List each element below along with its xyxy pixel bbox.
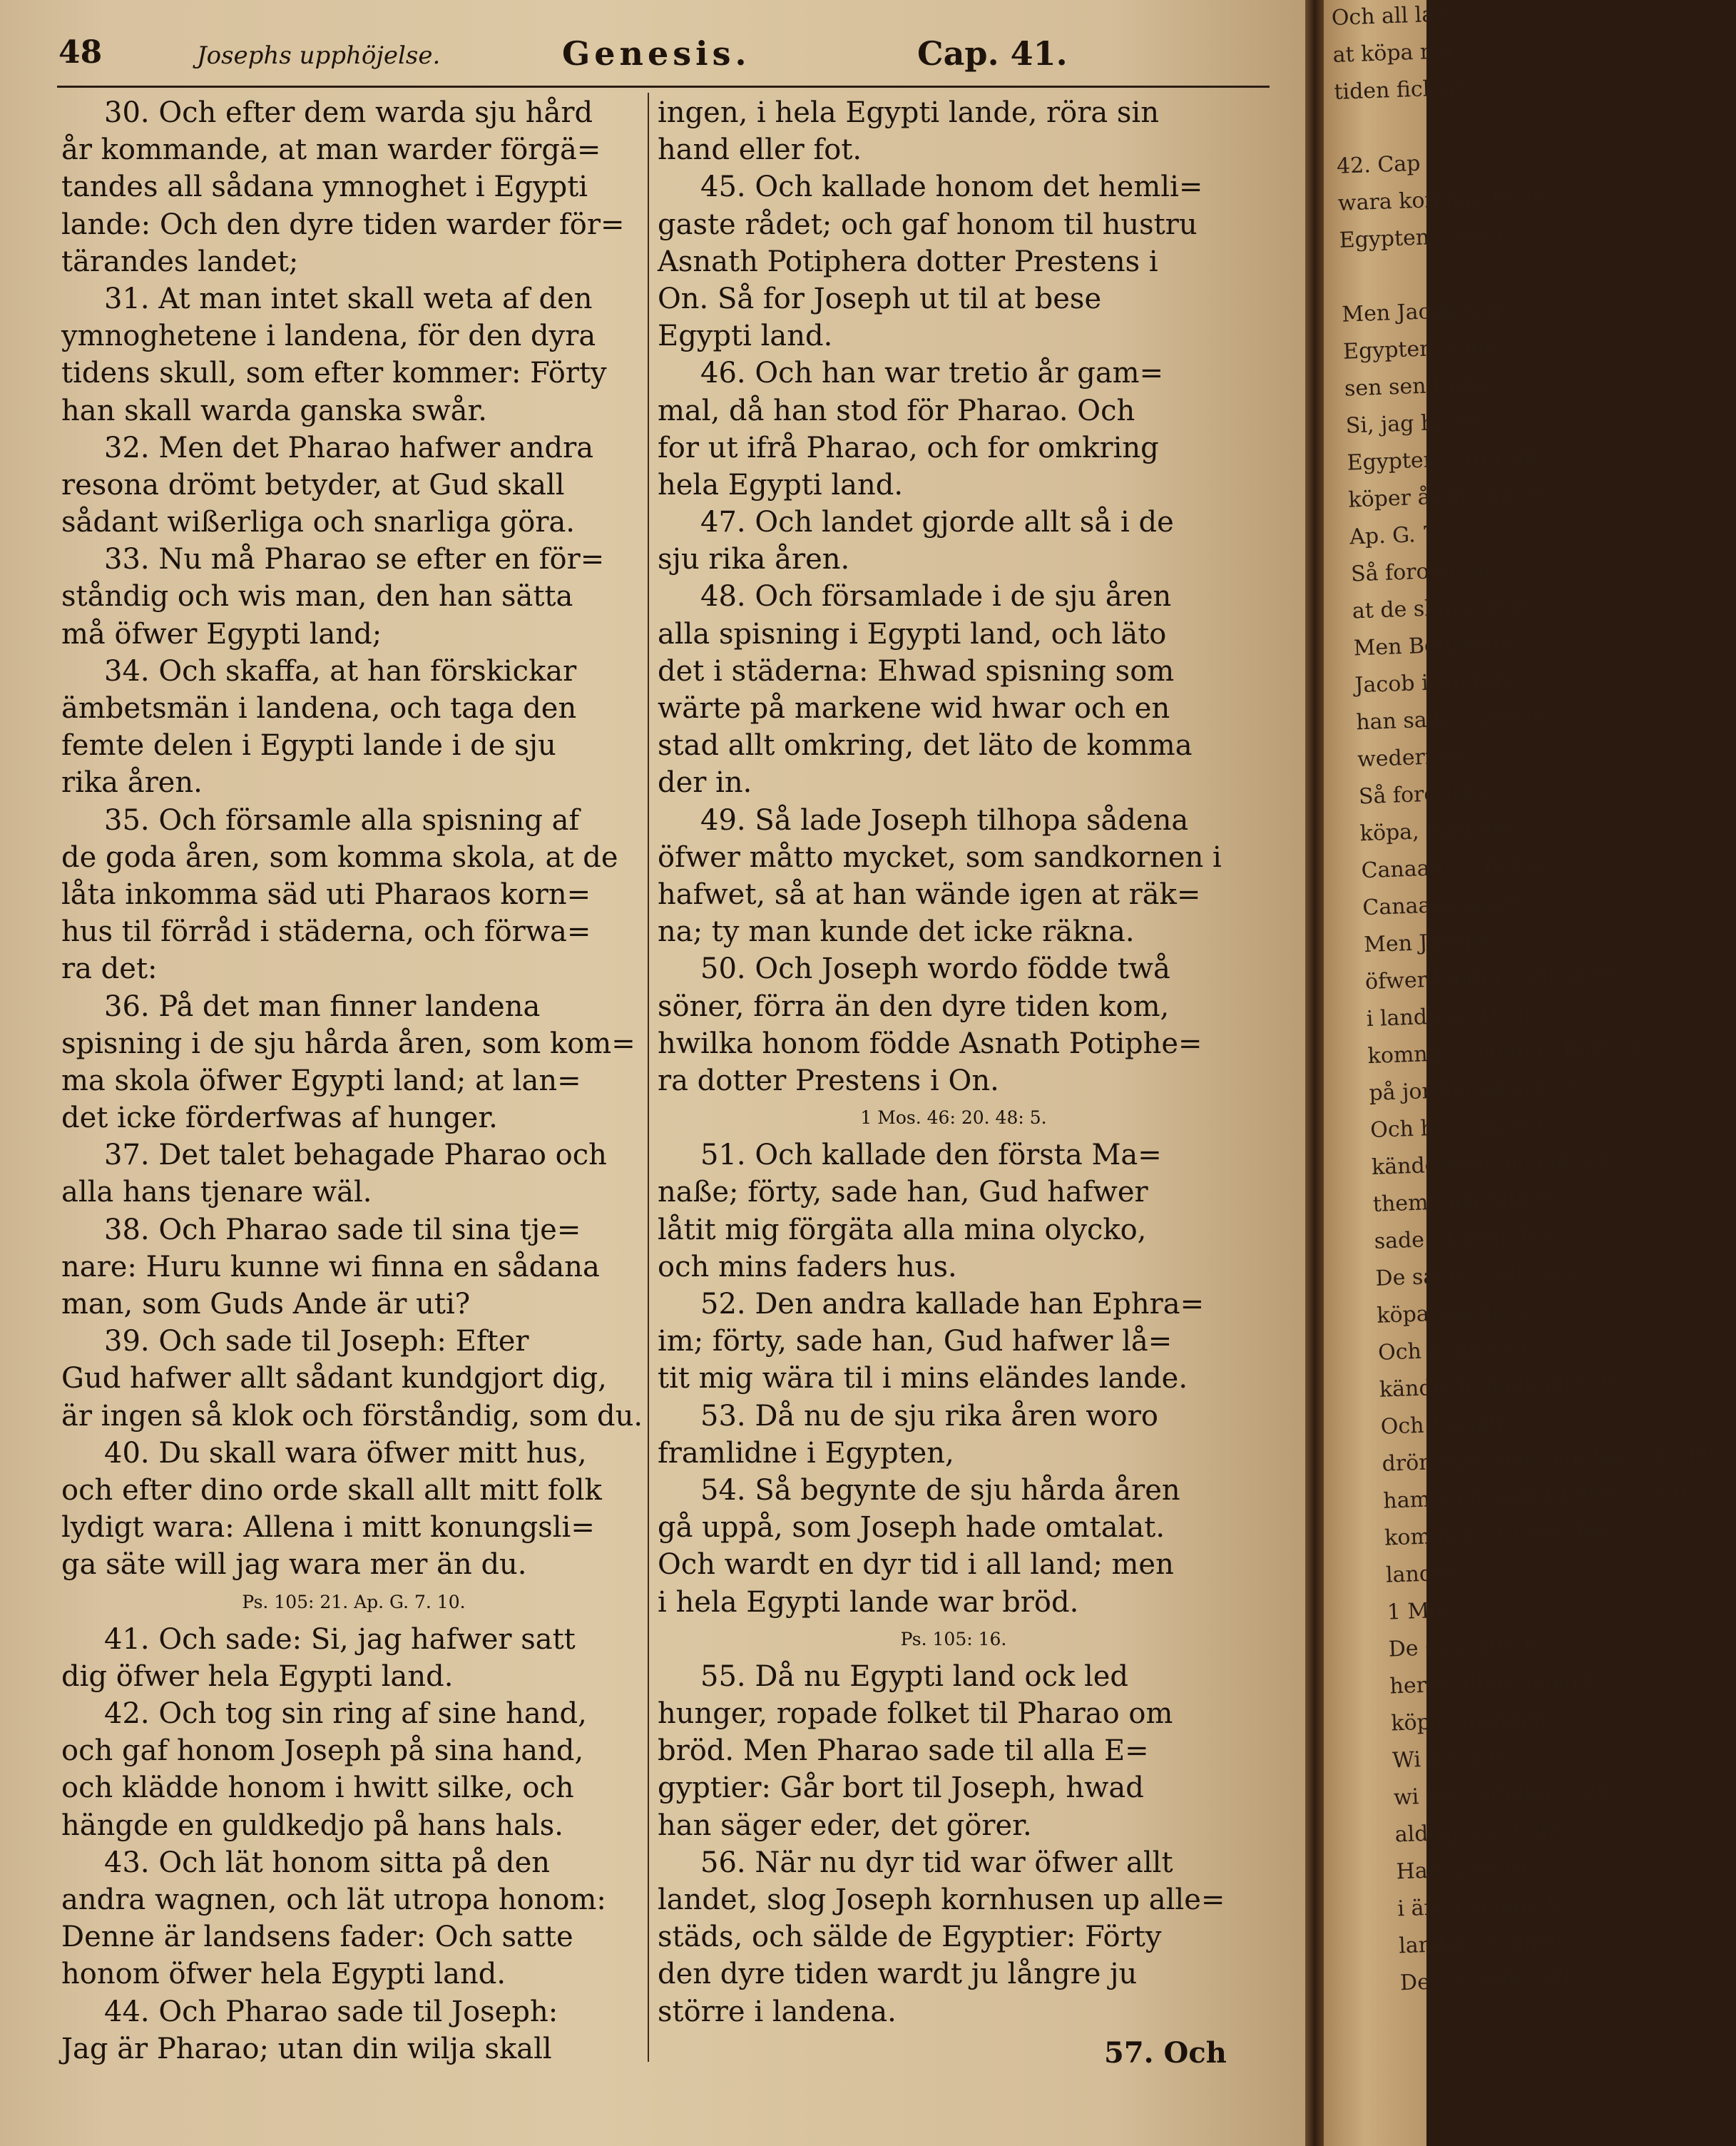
text-line: mal, då han stod för Pharao. Och	[658, 394, 1135, 427]
text-line: låtit mig förgäta alla mina olycko,	[658, 1213, 1147, 1246]
fragment-line: Canaans lande.	[1362, 890, 1530, 921]
text-line: for ut ifrå Pharao, och for omkring	[658, 431, 1159, 464]
fragment-line: Men BenJamin	[1353, 630, 1513, 661]
text-line: det i städerna: Ehwad spisning som	[658, 654, 1175, 688]
fragment-line: Wi äre alle	[1392, 1744, 1510, 1774]
text-line: städs, och sälde de Egyptier: Förty	[658, 1921, 1162, 1954]
header-rule	[57, 86, 1270, 88]
text-line: 47. Och landet gjorde allt så i de	[700, 506, 1174, 539]
text-line: 53. Då nu de sju rika åren woro	[700, 1399, 1158, 1433]
fragment-line: Och Joseph	[1380, 1410, 1504, 1440]
text-line: 43. Och lät honom sitta på den	[104, 1846, 550, 1879]
text-line: spisning i de sju hårda åren, som kom=	[61, 1027, 635, 1060]
text-line: tärandes landet;	[61, 245, 299, 278]
right-text-column	[658, 94, 1235, 2030]
fragment-line: wara komma, beför	[1337, 183, 1550, 216]
text-line: och klädde honom i hwitt silke, och	[61, 1771, 574, 1805]
fragment-line: Och han såg sin	[1369, 1112, 1544, 1144]
fragment-line: komna til honom, föllo de	[1367, 1034, 1645, 1069]
text-line: hunger, ropade folket til Pharao om	[658, 1697, 1173, 1731]
text-line: lydigt wara: Allena i mitt konungsli=	[61, 1511, 595, 1545]
fragment-line: Si, jag hörer,	[1345, 408, 1486, 439]
text-line: ra dotter Prestens i On.	[658, 1064, 999, 1097]
text-line: man, som Guds Ande är uti?	[61, 1288, 471, 1321]
text-line: 44. Och Pharao sade til Joseph:	[104, 1995, 558, 2028]
text-line: må öfwer Egypti land;	[61, 617, 382, 651]
text-line: resona drömt betyder, at Gud skall	[61, 468, 565, 502]
next-page-edge	[1324, 0, 1717, 2146]
fragment-line: på jorden på sitt an	[1368, 1073, 1581, 1107]
fragment-line: them, och talade	[1372, 1186, 1556, 1217]
text-line: 31. At man intet skall weta af den	[104, 282, 593, 315]
text-line: de goda åren, som komma skola, at de	[61, 840, 618, 874]
text-line: han säger eder, det görer.	[658, 1809, 1032, 1842]
text-line: 39. Och sade til Joseph: Efter	[104, 1325, 529, 1358]
fragment-line: sen sen I icke	[1344, 371, 1494, 402]
fragment-line: De sade: Utaf Can	[1374, 1259, 1574, 1291]
text-line: år kommande, at man warder förgä=	[61, 133, 601, 167]
next-page-text-fragments	[1331, 0, 1736, 2002]
fragment-line: i ären komne til	[1397, 1890, 1570, 1922]
text-line: 40. Du skall wara öfwer mitt hus,	[104, 1436, 587, 1470]
fragment-line: köpa spisning.	[1390, 1705, 1548, 1736]
fragment-line: De swarade h	[1388, 1632, 1538, 1662]
text-line: Ps. 105: 21. Ap. G. 7. 10.	[242, 1591, 466, 1612]
text-line: 52. Den andra kallade han Ephra=	[700, 1288, 1205, 1321]
fragment-line: Canaan; ty det w	[1361, 852, 1546, 884]
text-line: ma skola öfwer Egypti land; at lan=	[61, 1064, 581, 1097]
catchword: 57. Och	[1104, 2036, 1227, 2070]
fragment-line: Så foro Israe	[1358, 779, 1499, 810]
text-line: och mins faders hus.	[658, 1250, 957, 1283]
text-line: han skall warda ganska swår.	[61, 394, 487, 427]
fragment-line: Så foro då tic	[1350, 556, 1497, 587]
fragment-line: i landena. Då nu	[1366, 1000, 1545, 1032]
fragment-line: köper åt mi må lef	[1347, 480, 1548, 513]
fragment-line: aldrig warit spe	[1394, 1816, 1568, 1848]
text-line: 32. Men det Pharao hafwer andra	[104, 431, 594, 464]
fragment-line: Men Jacob såg	[1341, 296, 1502, 327]
text-line: 30. Och efter dem warda sju hård	[104, 96, 593, 129]
book-title: Genesis.	[562, 34, 751, 73]
text-line: alla hans tjenare wäl.	[61, 1176, 372, 1209]
text-line: framlidne i Egypten,	[658, 1436, 954, 1470]
text-line: im; förty, sade han, Gud hafwer lå=	[658, 1325, 1173, 1358]
text-line: 34. Och skaffa, at han förskickar	[104, 654, 577, 688]
text-line: honom öfwer hela Egypti land.	[61, 1958, 506, 1991]
fragment-line: Egypten, sade	[1342, 334, 1498, 365]
fragment-line: Jacob icke fara	[1354, 667, 1517, 698]
text-line: och efter dino orde skall allt mitt folk	[61, 1473, 602, 1507]
text-line: den dyre tiden wardt ju långre ju	[658, 1958, 1138, 1991]
page-header	[54, 34, 1267, 84]
page-number: 48	[58, 34, 103, 71]
fragment-line: Han sade til	[1396, 1854, 1528, 1885]
text-line: tit mig wära til i mins eländes lande.	[658, 1362, 1188, 1395]
text-line: det icke förderfwas af hunger.	[61, 1102, 498, 1135]
text-line: Egypti land.	[658, 320, 833, 353]
fragment-line: sade til dem: Hw	[1374, 1222, 1558, 1254]
text-line: och gaf honom Joseph på sina hand,	[61, 1734, 584, 1768]
text-line: Jag är Pharao; utan din wilja skall	[61, 2032, 552, 2065]
fragment-line: Och all land	[1331, 1, 1463, 31]
text-line: lande: Och den dyre tiden warder för=	[61, 208, 625, 241]
text-line: ga säte will jag wara mer än du.	[61, 1548, 527, 1582]
fragment-line: wi äre redelige, och	[1393, 1777, 1610, 1811]
text-line: gyptier: Går bort til Joseph, hwad	[658, 1771, 1144, 1805]
text-line: hwilka honom födde Asnath Potiphe=	[658, 1027, 1203, 1060]
fragment-line: Ap. G. 7	[1349, 522, 1436, 550]
text-line: hängde en guldkedjo på hans hals.	[61, 1809, 564, 1842]
fragment-line: öfwer landet, och sälde	[1364, 960, 1619, 995]
text-line: landet, slog Joseph kornhusen up alle=	[658, 1883, 1225, 1916]
text-line: Denne är landsens fader: Och satte	[61, 1921, 573, 1954]
text-line: nare: Huru kunne wi finna en sådana	[61, 1250, 600, 1283]
text-line: är ingen så klok och förståndig, som du.	[61, 1399, 643, 1433]
fragment-line: herre, dine tjenare	[1389, 1667, 1595, 1699]
text-line: 33. Nu må Pharao se efter en för=	[104, 543, 605, 576]
text-line: ra det:	[61, 952, 158, 986]
text-line: 41. Och sade: Si, jag hafwer satt	[104, 1622, 576, 1656]
fragment-line: Egypten, farer dö	[1347, 444, 1538, 476]
text-line: stad allt omkring, det läto de komma	[658, 729, 1193, 763]
text-line: On. Så for Joseph ut til at bese	[658, 282, 1102, 315]
text-line: gå uppå, som Joseph hade omtalat.	[658, 1511, 1165, 1545]
text-line: sådant wißerliga och snarliga göra.	[61, 506, 576, 539]
text-line: 38. Och Pharao sade til sina tje=	[104, 1213, 581, 1246]
fragment-line: kände de dock intet h	[1379, 1369, 1615, 1403]
book-spine-gutter	[1305, 0, 1324, 2146]
text-line: 56. När nu dyr tid war öfwer allt	[700, 1846, 1173, 1879]
text-line: större i landena.	[658, 1995, 897, 2028]
fragment-line: 42. Cap	[1336, 151, 1421, 179]
text-line: 50. Och Joseph wordo födde twå	[700, 952, 1170, 986]
text-line: der in.	[658, 766, 752, 800]
text-line: andra wagnen, och lät utropa honom:	[61, 1883, 606, 1916]
text-line: ingen, i hela Egypti lande, röra sin	[658, 96, 1159, 129]
text-line: ämbetsmän i landena, och taga den	[61, 692, 577, 725]
fragment-line: landet är öppet.	[1398, 1927, 1573, 1959]
text-line: hus til förråd i städerna, och förwa=	[61, 915, 591, 949]
text-line: 37. Det talet behagade Pharao och	[104, 1139, 607, 1172]
text-line: hand eller fot.	[658, 133, 862, 167]
text-line: 35. Och församle alla spisning af	[104, 803, 580, 837]
text-line: femte delen i Egypti lande i de sju	[61, 729, 556, 763]
text-line: 45. Och kallade honom det hemli=	[700, 171, 1203, 204]
running-title: Josephs upphöjelse.	[197, 41, 441, 70]
chapter-heading: Cap. 41.	[917, 34, 1068, 73]
text-line: Gud hafwer allt sådant kundgjort dig,	[61, 1362, 607, 1395]
left-text-column	[61, 94, 643, 2068]
text-line: naße; förty, sade han, Gud hafwer	[658, 1176, 1148, 1209]
fragment-line: landet.	[1385, 1560, 1462, 1588]
fragment-line: Men Joseph	[1363, 927, 1492, 958]
text-line: bröd. Men Pharao sade til alla E=	[658, 1734, 1149, 1768]
fragment-line: Egypten, resa ei	[1339, 222, 1516, 253]
text-line: wärte på markene wid hwar och en	[658, 692, 1170, 725]
text-line: hafwet, så at han wände igen at räk=	[658, 878, 1201, 911]
fragment-line: Och ändå han	[1377, 1335, 1529, 1366]
text-line: 51. Och kallade den första Ma=	[700, 1139, 1162, 1172]
text-line: i hela Egypti lande war bröd.	[658, 1585, 1079, 1619]
fragment-line: wederfara.	[1357, 743, 1476, 773]
text-line: 36. På det man finner landena	[104, 990, 541, 1023]
text-line: 55. Då nu Egypti land ock led	[700, 1659, 1129, 1693]
fragment-line: De swarade: Wi	[1399, 1964, 1571, 1996]
text-line: sju rika åren.	[658, 543, 850, 576]
fragment-line: 1 Mos.	[1387, 1597, 1461, 1625]
text-line: dig öfwer hela Egypti land.	[61, 1659, 454, 1693]
text-line: gaste rådet; och gaf honom til hustru	[658, 208, 1198, 241]
text-line: alla spisning i Egypti land, och läto	[658, 617, 1167, 651]
text-line: Asnath Potiphera dotter Prestens i	[658, 245, 1158, 278]
text-line: tidens skull, som efter kommer: Förty	[61, 357, 607, 390]
fragment-line: at köpa när	[1332, 38, 1458, 68]
text-line: låta inkomma säd uti Pharaos korn=	[61, 878, 591, 911]
text-line: öfwer måtto mycket, som sandkornen i	[658, 840, 1222, 874]
text-line: rika åren.	[61, 766, 203, 800]
text-line: ståndig och wis man, den han sätta	[61, 580, 573, 614]
column-divider	[648, 93, 649, 2062]
text-line: 46. Och han war tretio år gam=	[700, 357, 1164, 390]
fragment-line: at de skulle köpa	[1352, 592, 1538, 624]
text-line: na; ty man kunde det icke räkna.	[658, 915, 1135, 949]
text-line: 54. Så begynte de sju hårda åren	[700, 1473, 1180, 1507]
fragment-line: tiden fick öf	[1333, 75, 1464, 105]
text-line: 49. Så lade Joseph tilhopa sådena	[700, 803, 1189, 837]
fragment-line: han sade: Honom	[1355, 703, 1546, 736]
text-line: Och wardt en dyr tid i all land; men	[658, 1548, 1174, 1582]
fragment-line: köpa, med and	[1359, 815, 1521, 847]
fragment-line: köpa spisning.	[1376, 1298, 1534, 1328]
text-line: 48. Och församlade i de sju åren	[700, 580, 1172, 614]
text-line: Ps. 105: 16.	[900, 1628, 1007, 1649]
text-line: 1 Mos. 46: 20. 48: 5.	[860, 1107, 1047, 1129]
text-line: ymnoghetene i landena, för den dyra	[61, 320, 596, 353]
fragment-line: kände dem, och läts m	[1371, 1146, 1617, 1180]
fragment-line: drömmar, som han hade drömt	[1382, 1440, 1717, 1477]
fragment-line: ham, och sade til dem: I ären	[1382, 1478, 1701, 1514]
text-line: söner, förra än den dyre tiden kom,	[658, 990, 1170, 1023]
fragment-line: kommen at bese, hw	[1384, 1517, 1609, 1551]
text-line: hela Egypti land.	[658, 468, 904, 502]
text-line: 42. Och tog sin ring af sine hand,	[104, 1697, 587, 1731]
text-line: tandes all sådana ymnoghet i Egypti	[61, 171, 588, 204]
